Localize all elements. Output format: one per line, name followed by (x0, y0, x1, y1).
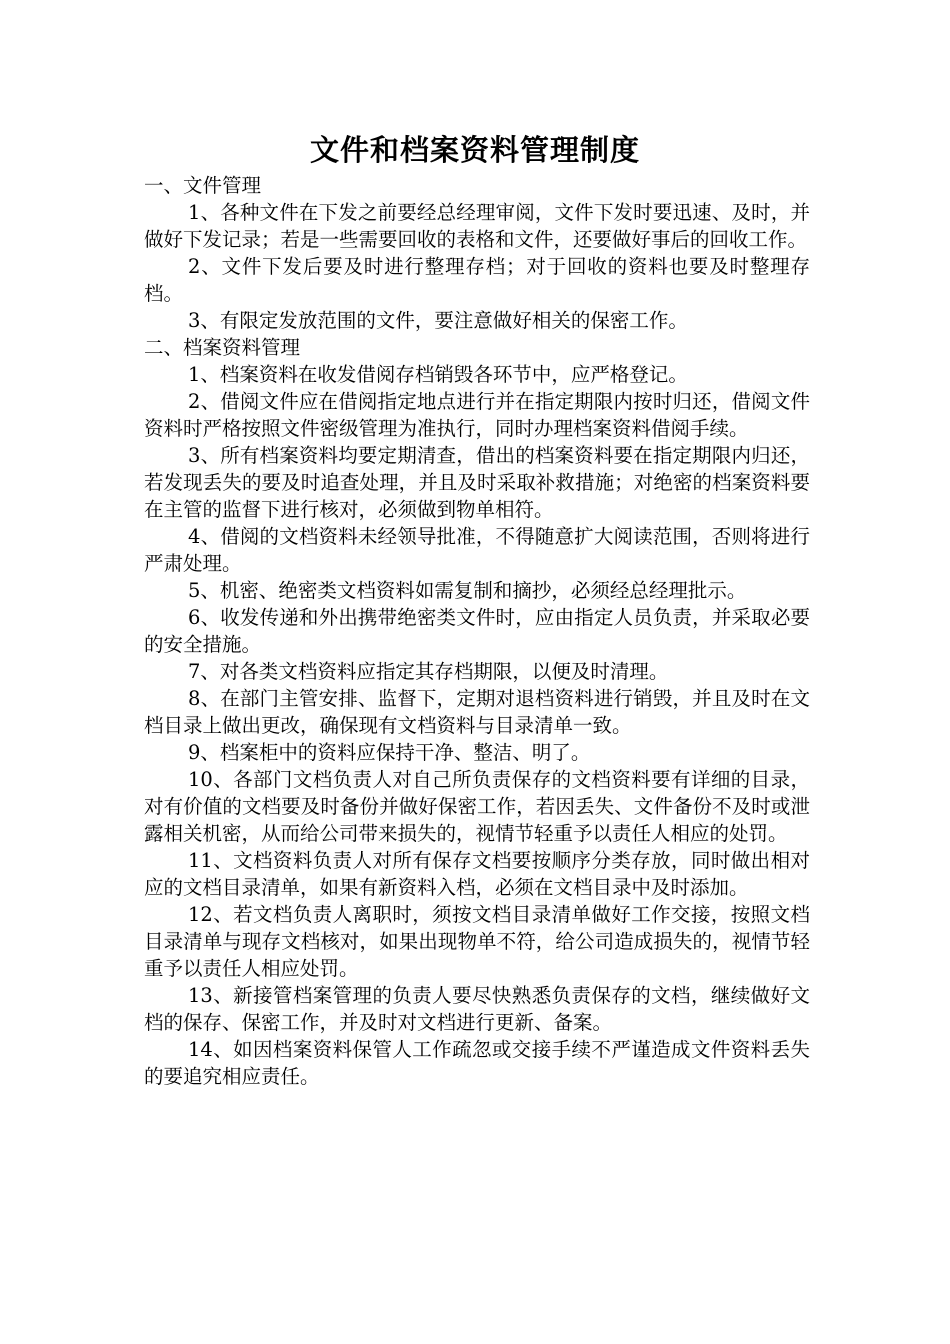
paragraph: 6、收发传递和外出携带绝密类文件时，应由指定人员负责，并采取必要的安全措施。 (144, 606, 810, 656)
document-title: 文件和档案资料管理制度 (309, 133, 640, 167)
section-heading-file-management: 一、文件管理 (144, 174, 262, 197)
paragraph: 2、借阅文件应在借阅指定地点进行并在指定期限内按时归还，借阅文件资料时严格按照文件密级管理为准执行，同时办理档案资料借阅手续。 (144, 390, 810, 440)
paragraph: 12、若文档负责人离职时，须按文档目录清单做好工作交接，按照文档目录清单与现存文档核对，如果出现物单不符，给公司造成损失的，视情节轻重予以责任人相应处罚。 (144, 903, 810, 980)
section-heading-archive-management: 二、档案资料管理 (144, 336, 301, 359)
paragraph: 14、如因档案资料保管人工作疏忽或交接手续不严谨造成文件资料丢失的要追究相应责任。 (144, 1038, 810, 1088)
paragraph: 7、对各类文档资料应指定其存档期限，以便及时清理。 (188, 660, 669, 683)
paragraph: 13、新接管档案管理的负责人要尽快熟悉负责保存的文档，继续做好文档的保存、保密工作，并及时对文档进行更新、备案。 (144, 984, 810, 1034)
paragraph: 10、各部门文档负责人对自己所负责保存的文档资料要有详细的目录，对有价值的文档要及时备份并做好保密工作，若因丢失、文件备份不及时或泄露相关机密，从而给公司带来损失的，视情节轻重予以责任人相应的处罚。 (144, 768, 810, 845)
paragraph: 3、所有档案资料均要定期清查，借出的档案资料要在指定期限内归还，若发现丢失的要及时追查处理，并且及时采取补救措施；对绝密的档案资料要在主管的监督下进行核对，必须做到物单相符。 (144, 444, 810, 521)
document-body (144, 172, 810, 1090)
paragraph: 1、各种文件在下发之前要经总经理审阅，文件下发时要迅速、及时，并做好下发记录；若是一些需要回收的表格和文件，还要做好事后的回收工作。 (144, 201, 810, 251)
paragraph: 9、档案柜中的资料应保持干净、整洁、明了。 (188, 741, 591, 764)
paragraph: 3、有限定发放范围的文件，要注意做好相关的保密工作。 (188, 309, 688, 332)
paragraph: 11、文档资料负责人对所有保存文档要按顺序分类存放，同时做出相对应的文档目录清单，如果有新资料入档，必须在文档目录中及时添加。 (144, 849, 810, 899)
paragraph: 4、借阅的文档资料未经领导批准，不得随意扩大阅读范围，否则将进行严肃处理。 (144, 525, 810, 575)
paragraph: 8、在部门主管安排、监督下，定期对退档资料进行销毁，并且及时在文档目录上做出更改，确保现有文档资料与目录清单一致。 (144, 687, 810, 737)
paragraph: 1、档案资料在收发借阅存档销毁各环节中，应严格登记。 (188, 363, 688, 386)
paragraph: 5、机密、绝密类文档资料如需复制和摘抄，必须经总经理批示。 (188, 579, 747, 602)
paragraph: 2、文件下发后要及时进行整理存档；对于回收的资料也要及时整理存档。 (144, 255, 810, 305)
